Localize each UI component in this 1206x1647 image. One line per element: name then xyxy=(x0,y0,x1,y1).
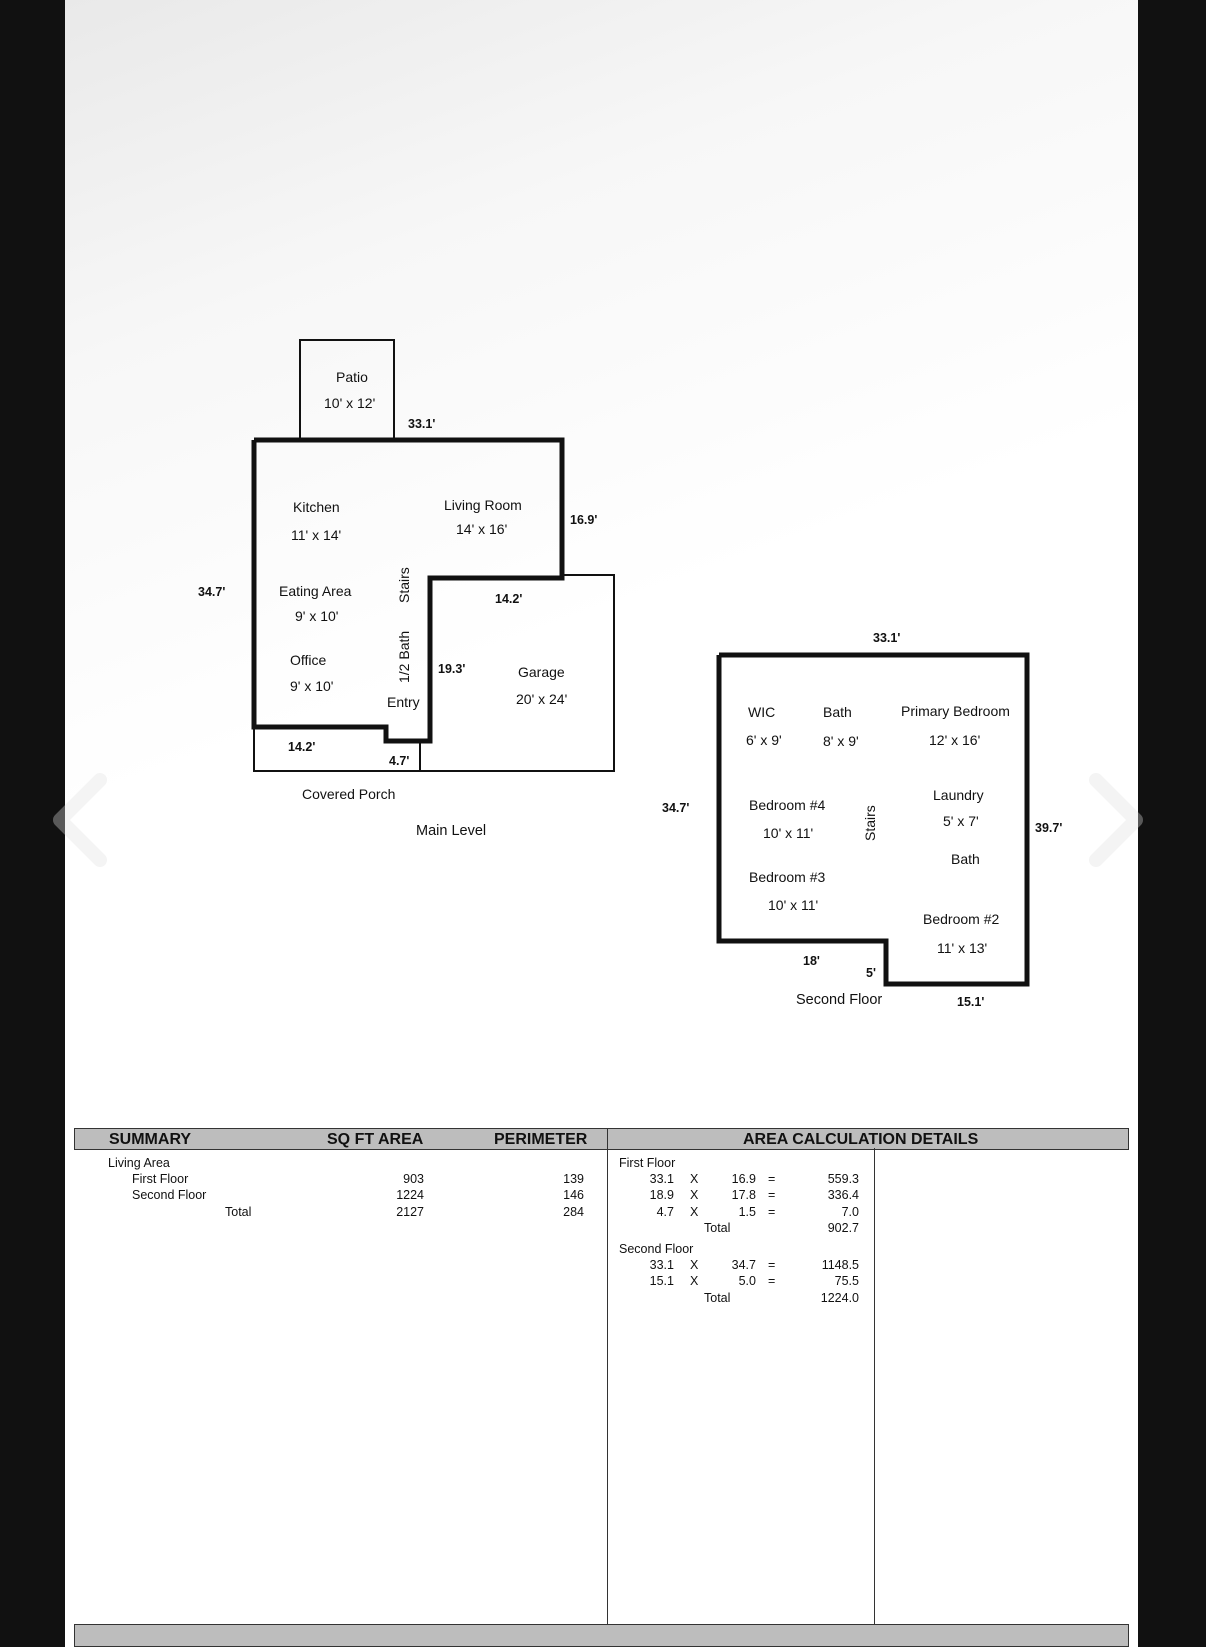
living-area-label: Living Area xyxy=(108,1156,170,1170)
room-size-eating-area: 9' x 10' xyxy=(295,608,339,624)
main-level-plan xyxy=(198,340,614,839)
dim-main-right-upper: 16.9' xyxy=(570,513,598,527)
next-page-button[interactable] xyxy=(1088,765,1148,875)
calc-result: 75.5 xyxy=(834,1274,859,1288)
dim-main-top: 33.1' xyxy=(408,417,436,431)
room-label-bath-mid: Bath xyxy=(951,851,980,867)
chevron-left-icon xyxy=(48,765,108,875)
calc-equals: = xyxy=(768,1258,776,1272)
main-level-caption: Main Level xyxy=(416,823,487,839)
summary-total-perimeter: 284 xyxy=(563,1205,584,1219)
calc-operator: X xyxy=(690,1205,699,1219)
calc-result: 1148.5 xyxy=(821,1258,859,1272)
room-label-bedroom3: Bedroom #3 xyxy=(749,869,826,885)
room-size-bedroom2: 11' x 13' xyxy=(937,940,988,956)
room-size-laundry: 5' x 7' xyxy=(943,813,979,829)
room-label-bath-top: Bath xyxy=(823,704,852,720)
room-label-garage: Garage xyxy=(518,664,565,680)
calc-operator: X xyxy=(690,1258,699,1272)
calc-total: 902.7 xyxy=(827,1221,859,1235)
room-label-covered-porch: Covered Porch xyxy=(302,786,396,802)
calc-operator: X xyxy=(690,1274,699,1288)
room-size-bath-top: 8' x 9' xyxy=(823,733,859,749)
sqft-header: SQ FT AREA xyxy=(327,1131,424,1148)
area-summary-table xyxy=(74,1128,1129,1647)
calc-operand: 34.7 xyxy=(731,1258,756,1272)
calc-equals: = xyxy=(768,1188,776,1202)
summary-row-sqft: 903 xyxy=(403,1172,424,1186)
perimeter-header: PERIMETER xyxy=(494,1131,588,1148)
calc-result: 7.0 xyxy=(841,1205,859,1219)
floor-plan-drawing xyxy=(65,0,1138,1128)
room-label-eating-area: Eating Area xyxy=(279,583,352,599)
dim-main-step: 14.2' xyxy=(495,592,523,606)
summary-row-label: Second Floor xyxy=(132,1188,207,1202)
room-label-primary-bedroom: Primary Bedroom xyxy=(901,703,1010,719)
calc-operand: 15.1 xyxy=(649,1274,674,1288)
summary-total-sqft: 2127 xyxy=(396,1205,424,1219)
calc-operand: 33.1 xyxy=(649,1258,674,1272)
summary-row-label: First Floor xyxy=(132,1172,189,1186)
chevron-right-icon xyxy=(1088,765,1148,875)
calc-total-label: Total xyxy=(704,1291,731,1305)
details-header: AREA CALCULATION DETAILS xyxy=(743,1131,979,1148)
patio-outline xyxy=(300,340,394,439)
room-size-living-room: 14' x 16' xyxy=(456,521,508,537)
dim-second-top: 33.1' xyxy=(873,631,901,645)
dim-main-bottom-notch: 4.7' xyxy=(389,754,410,768)
room-size-office: 9' x 10' xyxy=(290,678,334,694)
calc-operand: 1.5 xyxy=(738,1205,756,1219)
dim-main-bottom-left: 14.2' xyxy=(288,740,316,754)
dim-second-bottom-left: 18' xyxy=(803,954,820,968)
calc-result: 336.4 xyxy=(827,1188,859,1202)
summary-row-perimeter: 146 xyxy=(563,1188,584,1202)
calc-total: 1224.0 xyxy=(820,1291,859,1305)
calc-operand: 17.8 xyxy=(731,1188,756,1202)
previous-page-button[interactable] xyxy=(48,765,108,875)
room-size-wic: 6' x 9' xyxy=(746,732,782,748)
details-floor-label: First Floor xyxy=(619,1156,676,1170)
room-size-bedroom4: 10' x 11' xyxy=(763,825,814,841)
room-label-stairs-second: Stairs xyxy=(862,805,878,841)
room-label-half-bath: 1/2 Bath xyxy=(396,630,412,683)
second-floor-plan xyxy=(662,631,1062,1009)
room-label-stairs-main: Stairs xyxy=(396,567,412,603)
summary-row-sqft: 1224 xyxy=(396,1188,424,1202)
room-size-kitchen: 11' x 14' xyxy=(291,527,342,543)
dim-second-notch: 5' xyxy=(866,966,876,980)
column-divider xyxy=(607,1128,608,1647)
calc-equals: = xyxy=(768,1274,776,1288)
calc-result: 559.3 xyxy=(827,1172,859,1186)
calc-operator: X xyxy=(690,1172,699,1186)
calc-operand: 33.1 xyxy=(649,1172,674,1186)
summary-header-row xyxy=(74,1128,1129,1150)
column-divider xyxy=(874,1148,875,1647)
calc-operand: 5.0 xyxy=(738,1274,756,1288)
room-label-laundry: Laundry xyxy=(933,787,984,803)
dim-second-right: 39.7' xyxy=(1035,821,1063,835)
calc-equals: = xyxy=(768,1172,776,1186)
room-size-garage: 20' x 24' xyxy=(516,691,568,707)
room-label-living-room: Living Room xyxy=(444,497,522,513)
room-label-patio: Patio xyxy=(336,369,368,385)
table-footer-bar xyxy=(74,1624,1129,1647)
room-label-wic: WIC xyxy=(748,704,776,720)
room-label-entry: Entry xyxy=(387,694,420,710)
calc-operand: 16.9 xyxy=(731,1172,756,1186)
dim-second-left: 34.7' xyxy=(662,801,690,815)
dim-main-left: 34.7' xyxy=(198,585,226,599)
room-label-kitchen: Kitchen xyxy=(293,499,340,515)
details-floor-label: Second Floor xyxy=(619,1242,694,1256)
room-label-bedroom4: Bedroom #4 xyxy=(749,797,826,813)
summary-header: SUMMARY xyxy=(109,1131,192,1148)
dim-second-bottom-right: 15.1' xyxy=(957,995,985,1009)
calc-equals: = xyxy=(768,1205,776,1219)
calc-operand: 4.7 xyxy=(656,1205,674,1219)
summary-row-perimeter: 139 xyxy=(563,1172,584,1186)
calc-operand: 18.9 xyxy=(649,1188,674,1202)
room-size-bedroom3: 10' x 11' xyxy=(768,897,819,913)
summary-total-label: Total xyxy=(225,1205,252,1219)
second-floor-caption: Second Floor xyxy=(796,992,883,1008)
calc-total-label: Total xyxy=(704,1221,731,1235)
room-label-bedroom2: Bedroom #2 xyxy=(923,911,1000,927)
room-label-office: Office xyxy=(290,652,327,668)
room-size-patio: 10' x 12' xyxy=(324,395,376,411)
room-size-primary-bedroom: 12' x 16' xyxy=(929,732,981,748)
dim-main-inner-vertical: 19.3' xyxy=(438,662,466,676)
calc-operator: X xyxy=(690,1188,699,1202)
